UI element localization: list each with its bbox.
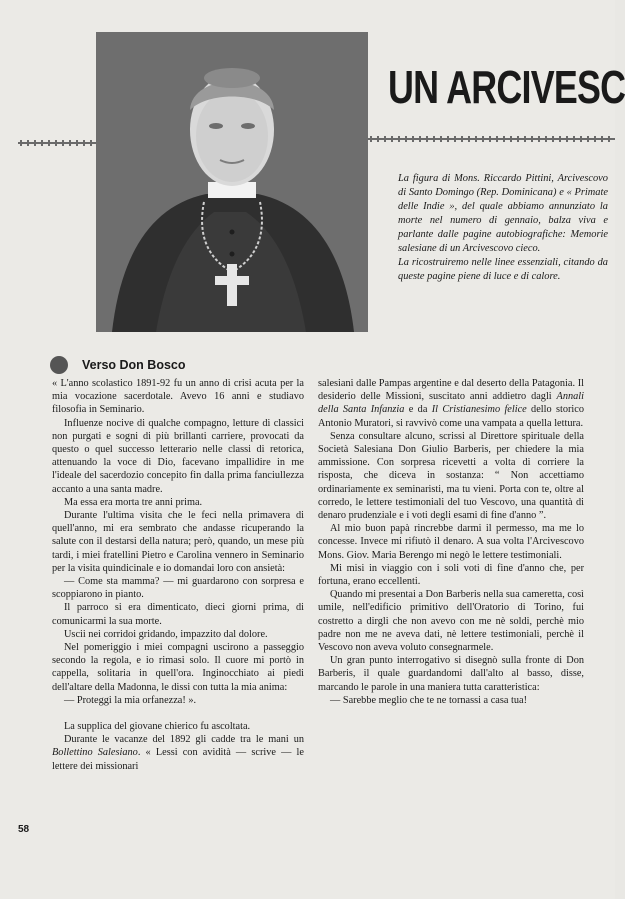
text-run-italic: Annali della Santa Infanzia <box>318 391 584 416</box>
paragraph: Quando mi presentai a Don Barberis nella sua cameretta, così umile, nell'edificio primitivo dell'Oratorio di Torino, fui costretto a dirgli che non avevo con me nè soldi, perchè mio padre non me ne aveva dati, nè lettere testimoniali, perchè il Vescovo non aveva voluto consegnarmele. <box>318 589 584 654</box>
paragraph: Al mio buon papà rincrebbe darmi il permesso, ma me lo concesse. Invece mi rifiutò il denaro. A sua volta l'Arcivescovo Mons. Giov. Maria Berengo mi negò le lettere testimoniali. <box>318 523 584 561</box>
paragraph <box>52 733 304 773</box>
text-run: dello storico Antonio Muratori, si ravvivò come una vampata a quella lettura. <box>318 404 584 429</box>
paragraph: Un gran punto interrogativo si disegnò sulla fronte di Don Barberis, il quale guardandomi dall'alto al basso, disse, marcando le parole in una maniera tutta caratteristica: <box>318 655 584 693</box>
text-run: . « Lessi con avidità — scrive — le lettere dei missionari <box>52 747 304 772</box>
section-heading-text: Verso Don Bosco <box>82 358 186 372</box>
text-column-left <box>52 377 304 773</box>
decorative-rule-right <box>368 136 615 142</box>
paragraph: La supplica del giovane chierico fu ascoltata. <box>64 721 251 733</box>
paragraph: « L'anno scolastico 1891-92 fu un anno di crisi acuta per la mia vocazione sacerdotale. Avevo 16 anni e studiavo filosofia in Seminario. <box>52 378 304 416</box>
paragraph: Mi misi in viaggio con i soli voti di fine d'anno che, per fortuna, erano eccellenti. <box>318 562 584 588</box>
text-run-italic: Bollettino Salesiano <box>52 747 138 759</box>
paragraph: — Come sta mamma? — mi guardarono con sorpresa e scoppiarono in pianto. <box>52 576 304 601</box>
page-number: 58 <box>18 824 30 835</box>
paragraph: Il parroco si era dimenticato, dieci giorni prima, di comunicarmi la sua morte. <box>52 602 304 627</box>
text-run: Durante le vacanze del 1892 gli cadde tra le mani un <box>64 734 304 746</box>
caption-paragraph: La ricostruiremo nelle linee essenziali, citando da queste pagine piene di luce e di calore. <box>398 257 608 282</box>
paragraph: Influenze nocive di qualche compagno, letture di classici non purgati e sogni di più brillanti carriere, provocati da questo o quel successo letterario nelle classi di retorica, attenuando la voce di Dio, facevano impallidire in me l'ideale del sacerdozio concepito fin dalla prima fanciullezza accanto a una santa madre. <box>52 417 304 495</box>
bullet-icon <box>50 356 68 374</box>
article-title: UN ARCIVESC <box>388 61 625 113</box>
portrait-photo <box>96 32 368 332</box>
text-run: salesiani dalle Pampas argentine e dal deserto della Patagonia. Il desiderio delle Missioni, suscitato anni addietro dagli <box>318 378 584 403</box>
paragraph: — Proteggi la mia orfanezza! ». <box>64 694 197 706</box>
caption-paragraph: La figura di Mons. Riccardo Pittini, Arcivescovo di Santo Domingo (Rep. Dominicana) e « Primate delle Indie », del quale abbiamo annunziato la morte nel numero di gennaio, balza viva e parlante dalle pagine autobiografiche: Memorie salesiane di un Arcivescovo cieco. <box>398 173 608 254</box>
paragraph: Ma essa era morta tre anni prima. <box>64 496 203 508</box>
paragraph: — Sarebbe meglio che te ne tornassi a casa tua! <box>330 694 527 706</box>
decorative-rule-left <box>18 140 96 146</box>
paragraph: Uscii nei corridoi gridando, impazzito dal dolore. <box>64 628 268 640</box>
photo-caption <box>398 172 608 284</box>
paragraph: Durante l'ultima visita che le feci nella primavera di quell'anno, mi era sembrato che andasse ricuperando la salute con il destarsi della natura; però, quando, un mese più tardi, i miei fratellini Pietro e Carolina vennero in Seminario per la visita quindicinale e io domandai loro con ansietà: <box>52 510 304 574</box>
paragraph: Senza consultare alcuno, scrissi al Direttore spirituale della Società Salesiana Don Giulio Barberis, per chiedere la mia ammissione. Con sorpresa ricevetti a volta di corriere la risposta, che diceva in sostanza: “ Non accettiamo ordinariamente ex seminaristi, ma tu vieni. Porta con te, oltre al corredo, le lettere testimoniali del tuo Vescovo, una quantità di denaro prudenziale e i voti degli esami di fine d'anno ”. <box>318 430 584 522</box>
text-run-italic: Il Cristianesimo felice <box>431 404 527 416</box>
archbishop-portrait-image <box>96 32 368 332</box>
paragraph <box>318 377 584 430</box>
section-heading <box>50 355 186 375</box>
text-run: e da <box>404 404 432 416</box>
text-column-right <box>318 377 584 707</box>
paragraph: Nel pomeriggio i miei compagni uscirono a passeggio secondo la regola, e io rimasi solo. Il cuore mi portò in cappella, solitaria in quell'ora. Inginocchiato ai piedi dell'altare della Madonna, le dissi con tutta la mia anima: <box>52 642 304 693</box>
